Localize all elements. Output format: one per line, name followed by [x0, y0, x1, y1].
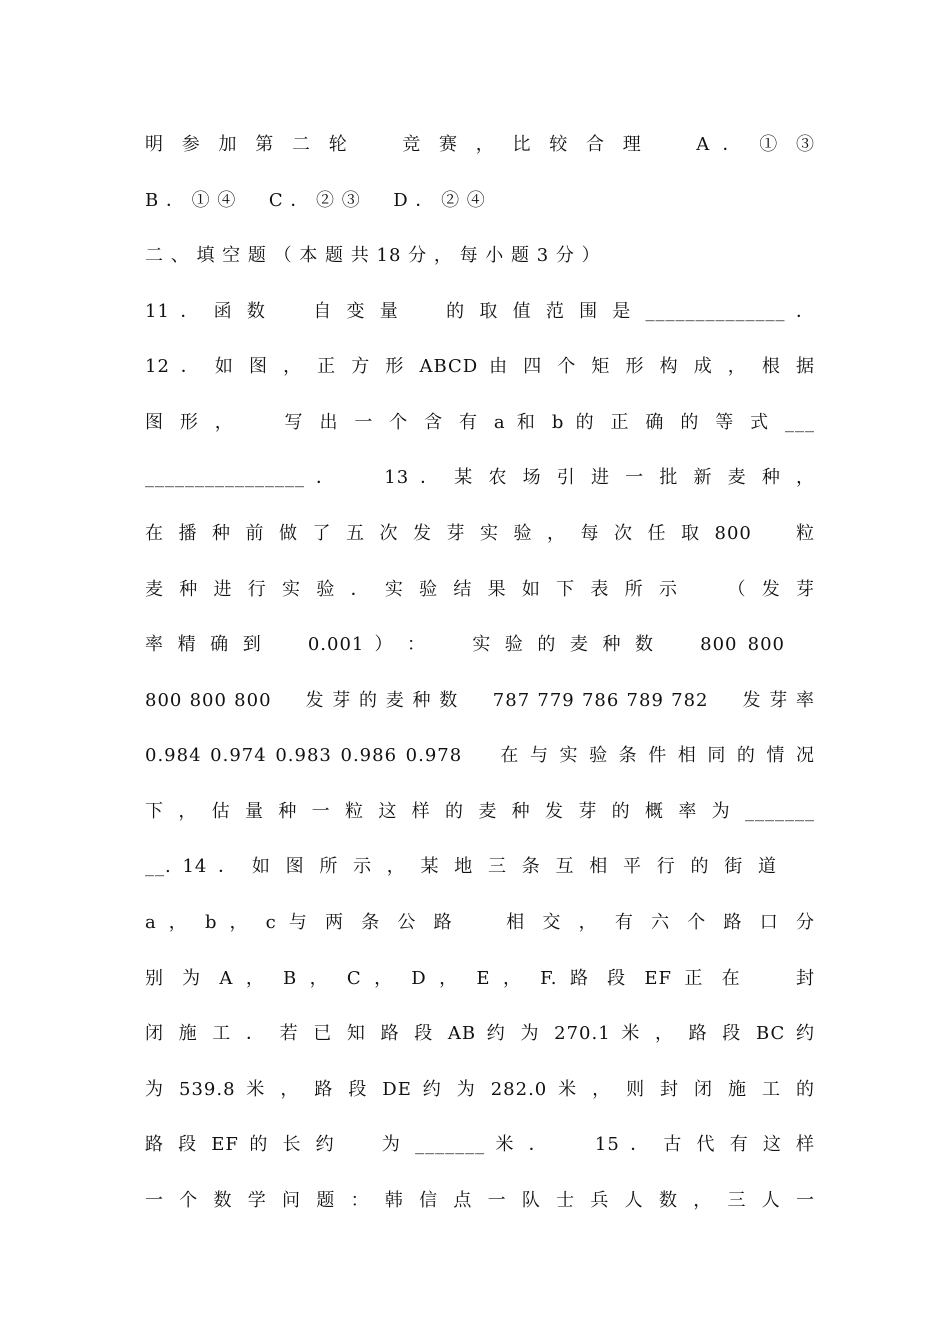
text-line: 率 精 确 到 0.001 ） ： 实 验 的 麦 种 数 800 800 — [145, 634, 785, 655]
text-line: 下 ， 估 量 种 一 粒 这 样 的 麦 种 发 芽 的 概 率 为 _______ — [145, 801, 815, 822]
text-line: 路 段 EF 的 长 约 为 _______ 米 ． 15 ． 古 代 有 这 样 — [145, 1134, 815, 1155]
section-heading: 二 、 填 空 题 （ 本 题 共 18 分 ， 每 小 题 3 分 ） — [145, 245, 601, 266]
text-line: 一 个 数 学 问 题 ： 韩 信 点 一 队 士 兵 人 数 ， 三 人 一 — [145, 1190, 815, 1211]
text-line: 0.984 0.974 0.983 0.986 0.978 在 与 实 验 条 件 相 同 的 情 况 — [145, 745, 815, 766]
text-line: 图 形 ， 写 出 一 个 含 有 a 和 b 的 正 确 的 等 式 ___ — [145, 412, 815, 433]
text-line: 12 ． 如 图 ， 正 方 形 ABCD 由 四 个 矩 形 构 成 ， 根 据 — [145, 356, 815, 377]
text-line: __. 14 ． 如 图 所 示 ， 某 地 三 条 互 相 平 行 的 街 道 — [145, 856, 777, 877]
text-line: 别 为 A ， B ， C ， D ， E ， F. 路 段 EF 正 在 封 — [145, 968, 815, 989]
text-line: 闭 施 工 ． 若 已 知 路 段 AB 约 为 270.1 米 ， 路 段 BC 约 — [145, 1023, 815, 1044]
text-line: ________________ ． 13 ． 某 农 场 引 进 一 批 新 麦 种 ， — [145, 467, 815, 488]
text-line: 在 播 种 前 做 了 五 次 发 芽 实 验 ， 每 次 任 取 800 粒 — [145, 523, 815, 544]
text-line: B ． ① ④ C ． ② ③ D ． ② ④ — [145, 190, 486, 211]
text-line: a ， b ， c 与 两 条 公 路 相 交 ， 有 六 个 路 口 分 — [145, 912, 815, 933]
text-line: 为 539.8 米 ， 路 段 DE 约 为 282.0 米 ， 则 封 闭 施 工 的 — [145, 1079, 815, 1100]
text-line: 麦 种 进 行 实 验 ． 实 验 结 果 如 下 表 所 示 （ 发 芽 — [145, 579, 815, 600]
text-line: 800 800 800 发 芽 的 麦 种 数 787 779 786 789 782 发 芽 率 — [145, 690, 815, 711]
text-line: 明 参 加 第 二 轮 竞 赛 ， 比 较 合 理 A ． ① ③ — [145, 134, 815, 155]
text-line: 11 ． 函 数 自 变 量 的 取 值 范 围 是 ______________ ． — [145, 301, 815, 322]
